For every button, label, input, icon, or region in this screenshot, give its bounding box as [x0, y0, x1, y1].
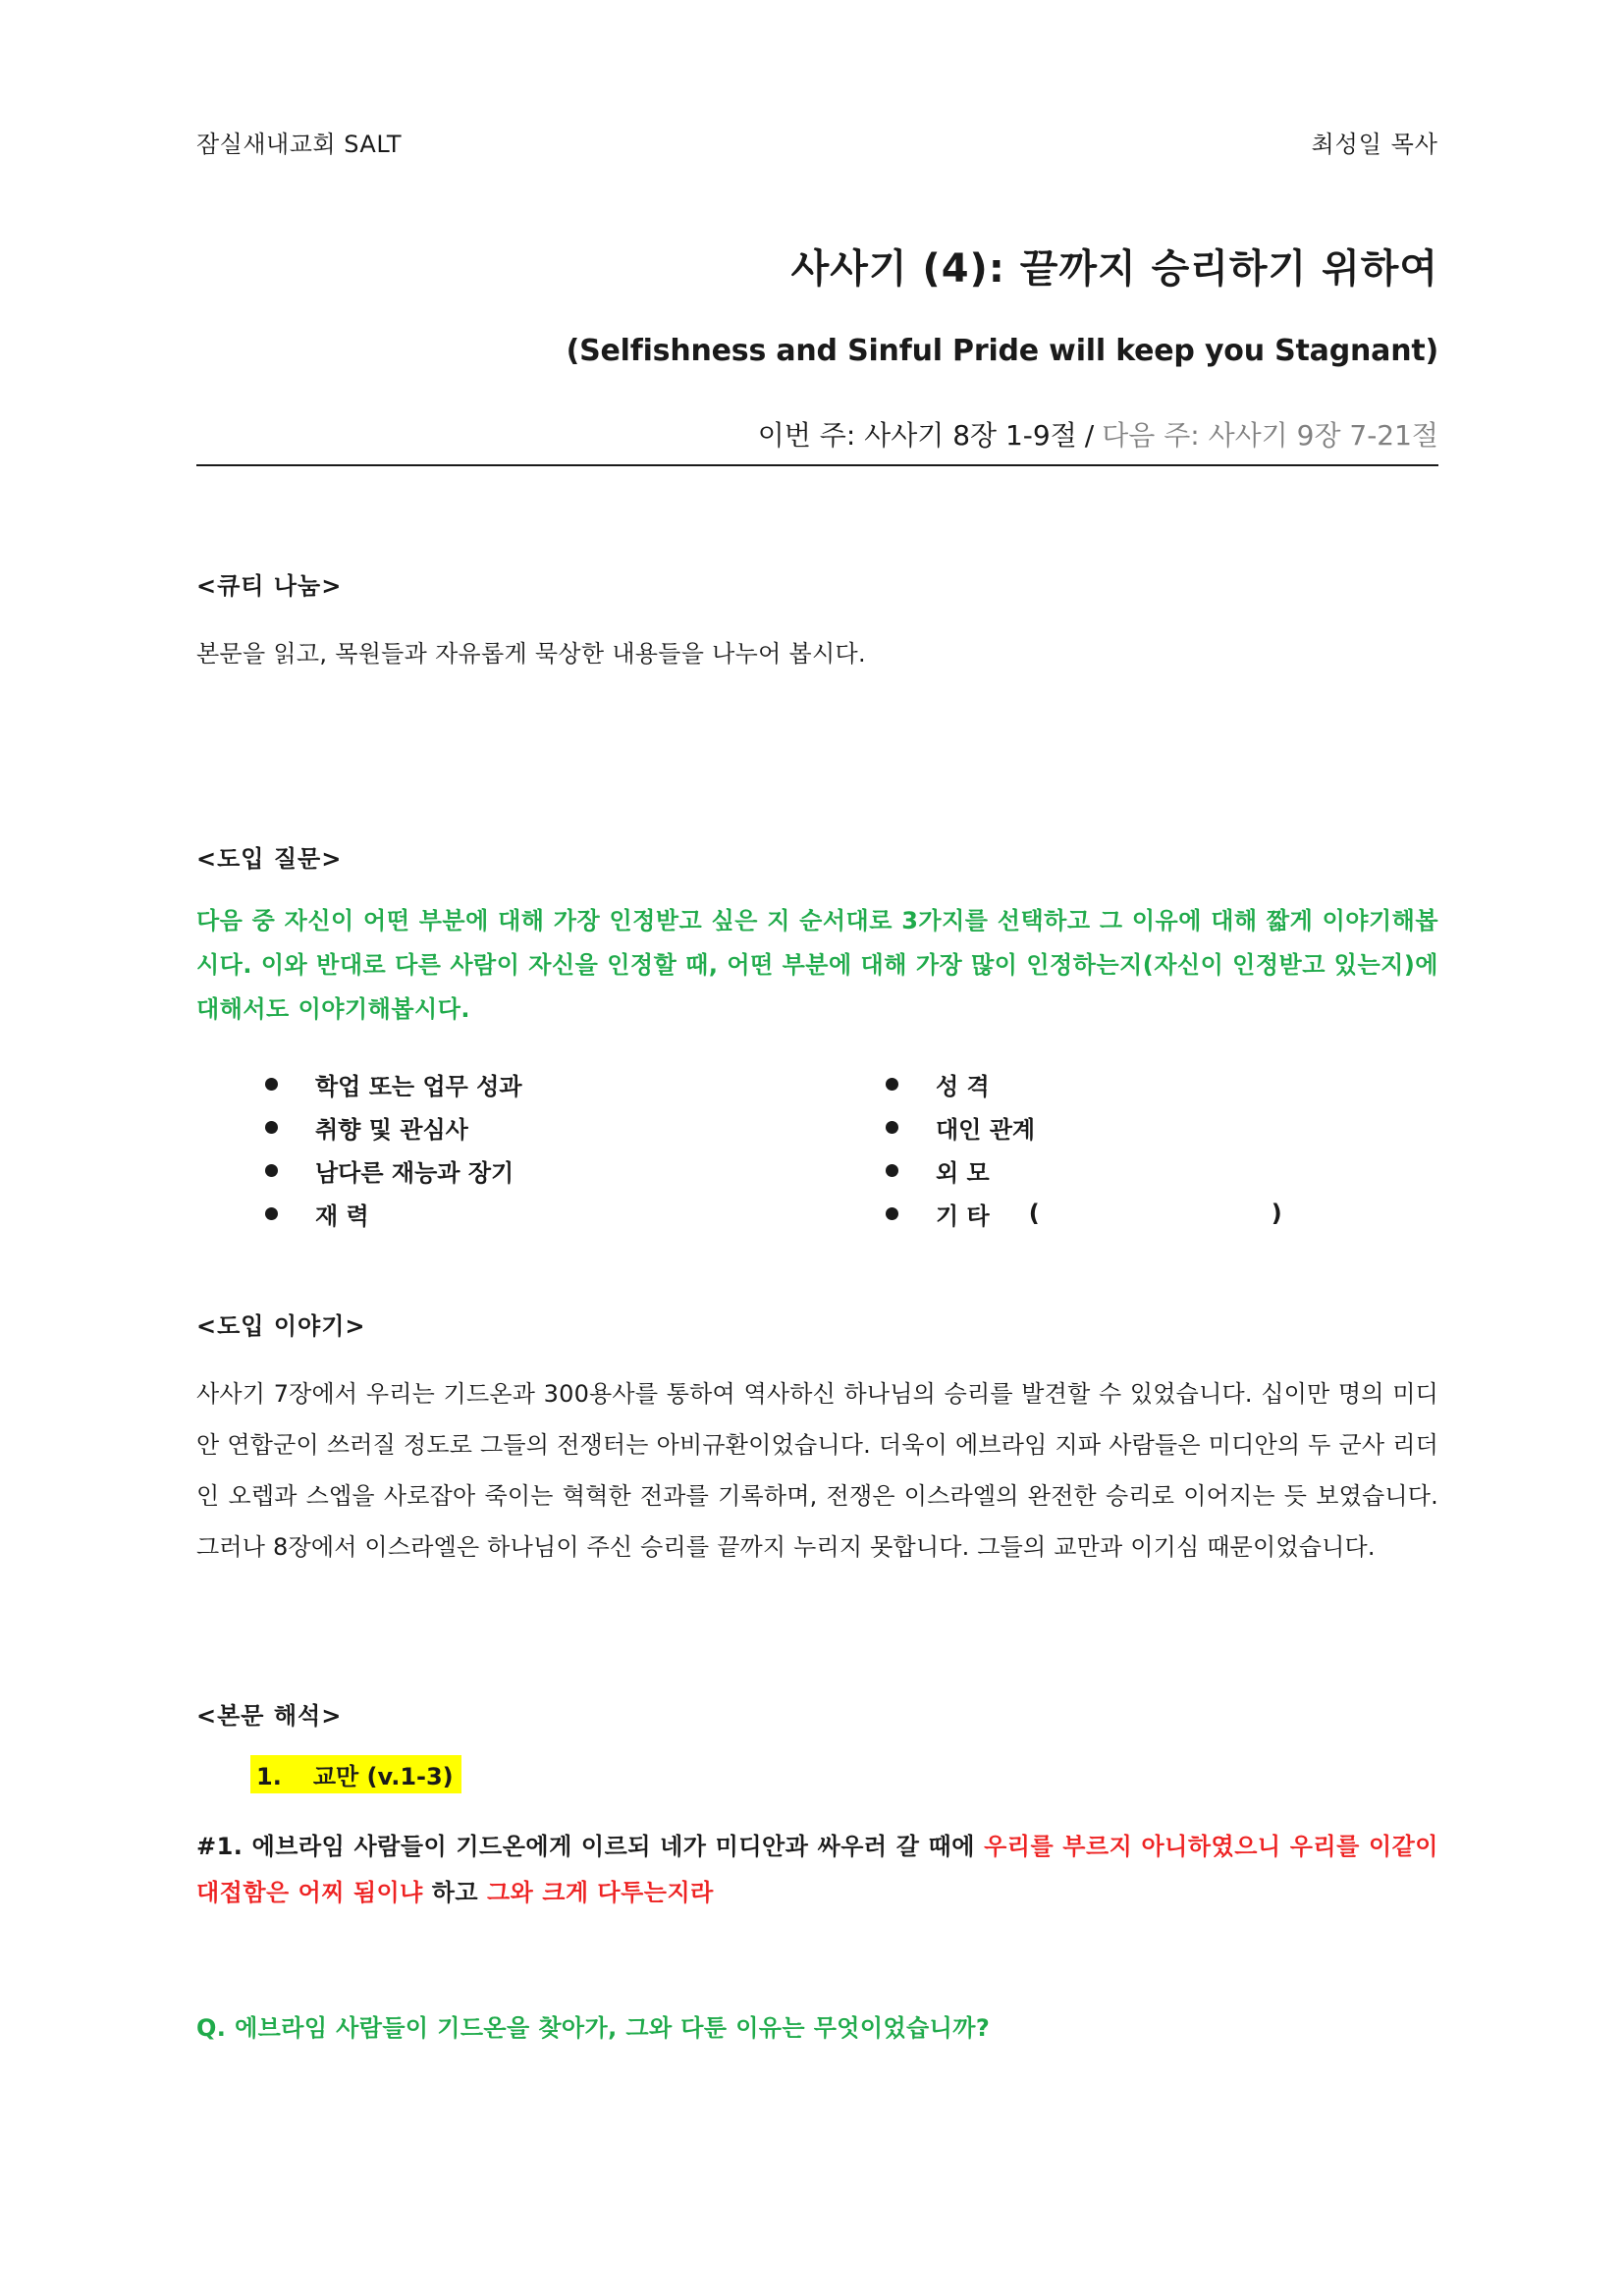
discussion-question: Q. 에브라임 사람들이 기드온을 찾아가, 그와 다툰 이유는 무엇이었습니까?: [196, 2014, 991, 2042]
bullet-icon: [886, 1164, 898, 1177]
options-left-list: [265, 1062, 522, 1235]
verse-part-1: #1. 에브라임 사람들이 기드온에게 이르되 네가 미디안과 싸우러 갈 때에: [196, 1833, 985, 1860]
passage-separator: /: [1084, 419, 1095, 452]
options-right-list: [886, 1062, 1282, 1235]
list-item: 남다른 재능과 장기: [265, 1148, 522, 1192]
list-item: 기 타 ( ): [886, 1192, 1282, 1235]
intro-question-text: 다음 중 자신이 어떤 부분에 대해 가장 인정받고 싶은 지 순서대로 3가지를 선택하고 그 이유에 대해 짧게 이야기해봅시다. 이와 반대로 다른 사람이 자신을 인정할 때, 어떤 부분에 대해 가장 많이 인정하는지(자신이 인정받고 있는지)에 대해서도 이야기해봅시다.: [196, 907, 1438, 1023]
intro-question-heading: <도입 질문>: [196, 845, 343, 873]
header-divider: [196, 464, 1438, 466]
verse-text: [196, 1824, 1438, 1916]
bullet-icon: [265, 1121, 278, 1134]
bullet-icon: [886, 1207, 898, 1220]
pastor-name: 최성일 목사: [1311, 131, 1438, 158]
list-item: 성 격: [886, 1062, 1282, 1105]
other-paren-close: ): [1271, 1200, 1282, 1227]
sermon-subtitle: (Selfishness and Sinful Pride will keep you Stagnant): [566, 334, 1438, 368]
point-title: 교만 (v.1-3): [312, 1763, 454, 1790]
exposition-heading: <본문 해석>: [196, 1702, 343, 1730]
point-number: 1.: [256, 1763, 282, 1790]
document-page: [196, 0, 1438, 2296]
list-item: 학업 또는 업무 성과: [265, 1062, 522, 1105]
verse-part-4: 그와 크게 다투는지라: [486, 1879, 714, 1906]
verse-part-2: 우리를 부르지 아니하였으니 우리를 이같이 대접함은 어찌 됨이냐: [196, 1833, 1438, 1906]
point-heading: [250, 1755, 461, 1793]
list-item: 대인 관계: [886, 1105, 1282, 1148]
bullet-icon: [265, 1164, 278, 1177]
verse-part-3: 하고: [422, 1879, 487, 1906]
qt-text: 본문을 읽고, 목원들과 자유롭게 묵상한 내용들을 나누어 봅시다.: [196, 640, 866, 667]
intro-story-heading: <도입 이야기>: [196, 1312, 366, 1340]
church-name: 잠실새내교회 SALT: [196, 131, 403, 158]
this-week-passage: 이번 주: 사사기 8장 1-9절: [757, 419, 1077, 452]
bullet-icon: [265, 1207, 278, 1220]
qt-heading: <큐티 나눔>: [196, 572, 343, 600]
next-week-passage: 다음 주: 사사기 9장 7-21절: [1102, 419, 1438, 452]
other-paren-open: (: [1028, 1200, 1040, 1227]
bullet-icon: [886, 1078, 898, 1091]
list-item: 재 력: [265, 1192, 522, 1235]
sermon-title: 사사기 (4): 끝까지 승리하기 위하여: [790, 246, 1438, 292]
intro-story-text: 사사기 7장에서 우리는 기드온과 300용사를 통하여 역사하신 하나님의 승리를 발견할 수 있었습니다. 십이만 명의 미디안 연합군이 쓰러질 정도로 그들의 전쟁터는 아비규환이었습니다. 더욱이 에브라임 지파 사람들은 미디안의 두 군사 리더인 오렙과 스엡을 사로잡아 죽이는 혁혁한 전과를 기록하며, 전쟁은 이스라엘의 완전한 승리로 이어지는 듯 보였습니다. 그러나 8장에서 이스라엘은 하나님이 주신 승리를 끝까지 누리지 못합니다. 그들의 교만과 이기심 때문이었습니다.: [196, 1380, 1438, 1561]
bullet-icon: [265, 1078, 278, 1091]
bullet-icon: [886, 1121, 898, 1134]
list-item: 취향 및 관심사: [265, 1105, 522, 1148]
passage-info: [758, 414, 1438, 454]
list-item: 외 모: [886, 1148, 1282, 1192]
